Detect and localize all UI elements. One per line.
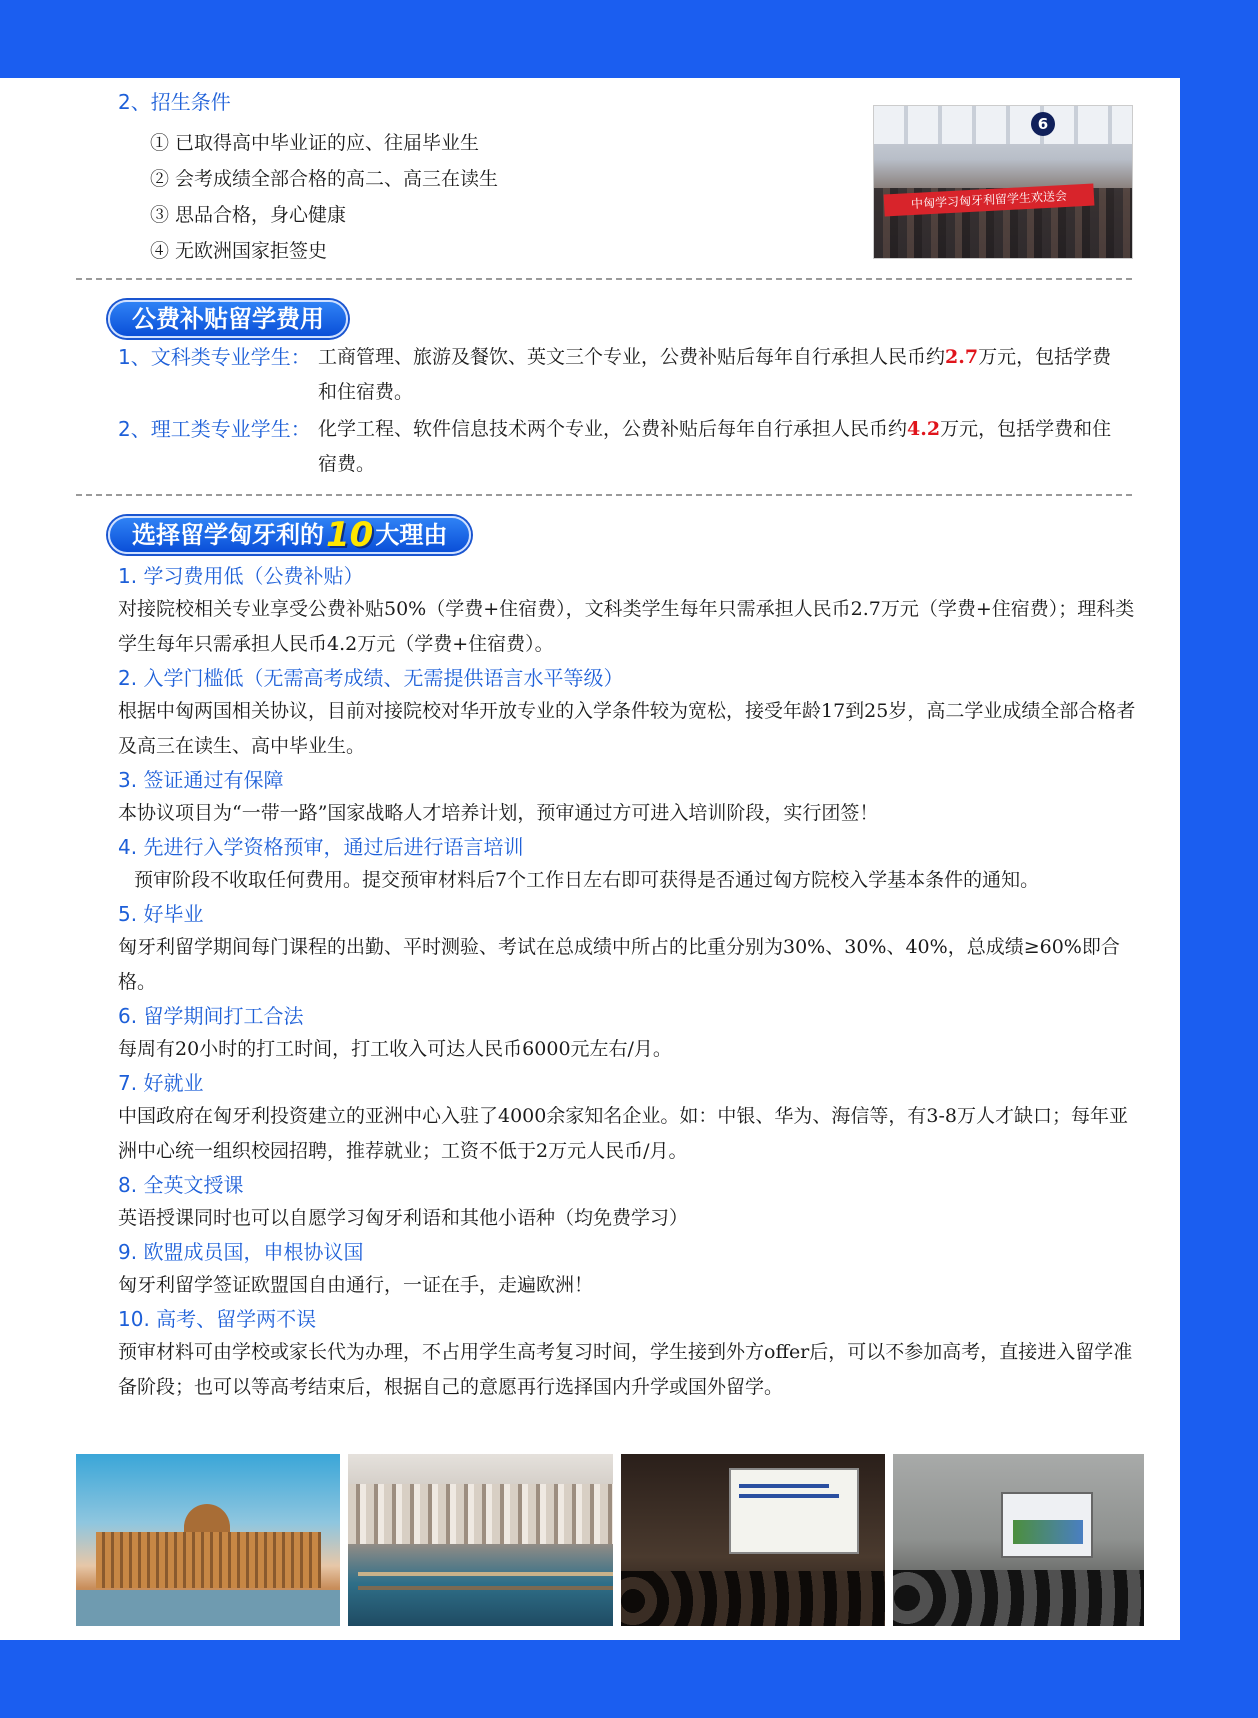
fee-text-pre: 化学工程、软件信息技术两个专业，公费补贴后每年自行承担人民币约	[318, 418, 908, 440]
reason-text: 中国政府在匈牙利投资建立的亚洲中心入驻了4000余家知名企业。如：中银、华为、海信等，有3-8万人才缺口；每年亚洲中心统一组织校园招聘，推荐就业；工资不低于2万元人民币/月。	[118, 1105, 1128, 1162]
reason-text: 预审阶段不收取任何费用。提交预审材料后7个工作日左右即可获得是否通过匈方院校入学基本条件的通知。	[134, 869, 1040, 891]
admission-item: ① 已取得高中毕业证的应、往届毕业生	[150, 132, 480, 154]
fee-row	[118, 340, 1138, 410]
projector-screen	[1001, 1492, 1093, 1558]
reason-title: 5. 好毕业	[118, 902, 204, 926]
reason-item	[118, 560, 1138, 662]
admission-list	[150, 126, 498, 270]
budapest-bridge-photo	[348, 1454, 613, 1626]
reason-item	[118, 1303, 1138, 1405]
reason-text: 匈牙利留学签证欧盟国自由通行，一证在手，走遍欧洲！	[118, 1274, 594, 1296]
admission-item: ④ 无欧洲国家拒签史	[150, 240, 328, 262]
fee-text	[318, 412, 1130, 482]
screen-image	[1013, 1520, 1083, 1544]
photo-banner: 中匈学习匈牙利留学生欢送会	[884, 184, 1095, 217]
fee-text-post: 万元，包括学费和住宿费。	[318, 418, 1112, 475]
reason-title: 9. 欧盟成员国，申根协议国	[118, 1240, 364, 1264]
reasons-heading	[108, 516, 471, 554]
fee-label: 2、理工类专业学生：	[118, 417, 311, 441]
reason-text: 根据中匈两国相关协议，目前对接院校对华开放专业的入学条件较为宽松，接受年龄17到25岁，高二学业成绩全部合格者及高三在读生、高中毕业生。	[118, 700, 1136, 757]
reason-item	[118, 1000, 1138, 1067]
fee-text	[318, 340, 1130, 410]
reason-title: 4. 先进行入学资格预审，通过后进行语言培训	[118, 835, 524, 859]
admission-title: 2、招生条件	[118, 90, 231, 114]
reason-text: 预审材料可由学校或家长代为办理，不占用学生高考复习时间，学生接到外方offer后，可以不参加高考，直接进入留学准备阶段；也可以等高考结束后，根据自己的意愿再行选择国内升学或国外留学。	[118, 1341, 1133, 1398]
reason-text: 本协议项目为“一带一路”国家战略人才培养计划，预审通过方可进入培训阶段，实行团签！	[118, 802, 879, 824]
lecture-photo	[621, 1454, 885, 1626]
photo-city	[348, 1484, 613, 1544]
reason-text: 匈牙利留学期间每门课程的出勤、平时测验、考试在总成绩中所占的比重分别为30%、30%、40%，总成绩≥60%即合格。	[118, 936, 1120, 993]
photo-number-badge: 6	[1031, 112, 1055, 136]
reason-text: 英语授课同时也可以自愿学习匈牙利语和其他小语种（均免费学习）	[118, 1207, 689, 1229]
seminar-photo	[893, 1454, 1144, 1626]
audience	[893, 1570, 1144, 1626]
screen-line	[739, 1494, 839, 1498]
farewell-photo	[873, 105, 1133, 259]
reason-item	[118, 1169, 1138, 1236]
reason-title: 6. 留学期间打工合法	[118, 1004, 304, 1028]
fee-row	[118, 412, 1138, 482]
reasons-heading-number: 10	[326, 515, 374, 555]
brochure-page	[0, 78, 1180, 1640]
projector-screen	[729, 1468, 859, 1554]
photo-bridge	[358, 1572, 613, 1590]
reason-item	[118, 764, 1138, 831]
photo-ceiling	[874, 106, 1132, 144]
fee-label: 1、文科类专业学生：	[118, 345, 311, 369]
reason-item	[118, 662, 1138, 764]
admission-item: ③ 思品合格，身心健康	[150, 204, 347, 226]
reason-item	[118, 1236, 1138, 1303]
screen-line	[739, 1484, 829, 1488]
photo-water	[76, 1590, 340, 1626]
reason-item	[118, 831, 1138, 898]
fee-text-pre: 工商管理、旅游及餐饮、英文三个专业，公费补贴后每年自行承担人民币约	[318, 346, 946, 368]
divider	[76, 278, 1132, 280]
reason-title: 1. 学习费用低（公费补贴）	[118, 564, 364, 588]
reason-title: 10. 高考、留学两不误	[118, 1307, 317, 1331]
parliament-photo	[76, 1454, 340, 1626]
admission-item: ② 会考成绩全部合格的高二、高三在读生	[150, 168, 499, 190]
reason-item	[118, 1067, 1138, 1169]
reason-text: 对接院校相关专业享受公费补贴50%（学费+住宿费），文科类学生每年只需承担人民币2.7万元（学费+住宿费）；理科类学生每年只需承担人民币4.2万元（学费+住宿费）。	[118, 598, 1135, 655]
reason-text: 每周有20小时的打工时间，打工收入可达人民币6000元左右/月。	[118, 1038, 672, 1060]
divider	[76, 494, 1132, 496]
reason-title: 8. 全英文授课	[118, 1173, 244, 1197]
fee-amount: 4.2	[907, 418, 941, 440]
fee-amount: 2.7	[945, 346, 979, 368]
reasons-heading-post: 大理由	[375, 521, 448, 549]
reason-title: 7. 好就业	[118, 1071, 204, 1095]
photo-building	[96, 1532, 321, 1588]
fee-text-post: 万元，包括学费和住宿费。	[318, 346, 1112, 403]
audience	[621, 1571, 885, 1626]
reasons-list	[118, 560, 1138, 1405]
reasons-heading-pre: 选择留学匈牙利的	[132, 521, 324, 549]
reason-title: 2. 入学门槛低（无需高考成绩、无需提供语言水平等级）	[118, 666, 624, 690]
reason-title: 3. 签证通过有保障	[118, 768, 284, 792]
fees-heading: 公费补贴留学费用	[108, 300, 348, 338]
reason-item	[118, 898, 1138, 1000]
